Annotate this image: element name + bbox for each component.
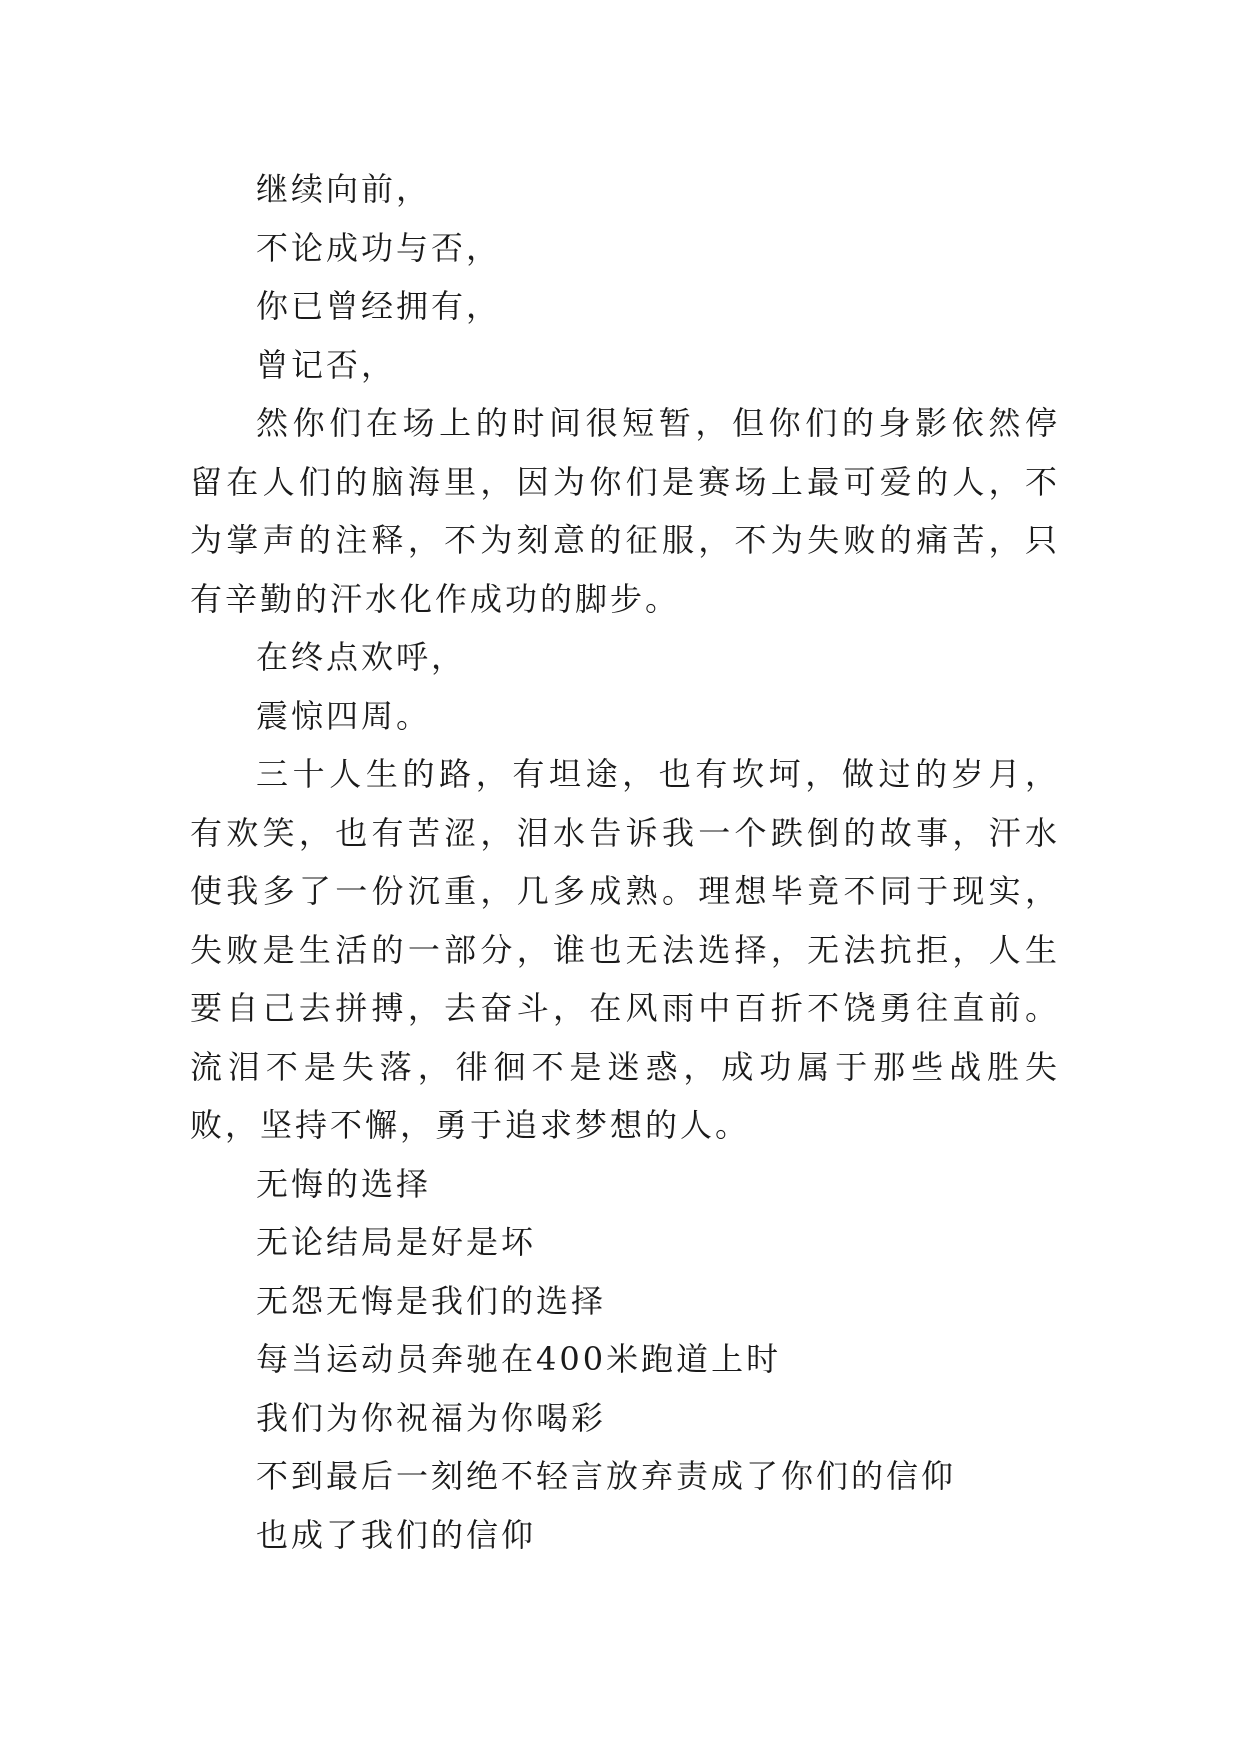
paragraph: 不论成功与否， — [256, 228, 502, 267]
paragraph: 继续向前， — [256, 170, 432, 208]
paragraph: 无悔的选择 — [256, 1164, 432, 1203]
paragraph: 曾记否， — [256, 345, 397, 384]
paragraph: 我们为你祝福为你喝彩 — [256, 1398, 607, 1437]
document-body — [190, 160, 1060, 1564]
paragraph: 震惊四周。 — [256, 696, 432, 735]
paragraph: 在终点欢呼， — [256, 638, 467, 676]
paragraph: 也成了我们的信仰 — [256, 1515, 537, 1554]
paragraph: 无论结局是好是坏 — [256, 1223, 537, 1261]
paragraph: 不到最后一刻绝不轻言放弃责成了你们的信仰 — [256, 1457, 957, 1495]
paragraph: 然你们在场上的时间很短暂，但你们的身影依然停留在人们的脑海里，因为你们是赛场上最可爱的人，不为掌声的注释，不为刻意的征服，不为失败的痛苦，只有辛勤的汗水化作成功的脚步。 — [190, 404, 1060, 618]
paragraph: 每当运动员奔驰在400米跑道上时 — [256, 1340, 782, 1378]
paragraph: 三十人生的路，有坦途，也有坎坷，做过的岁月，有欢笑，也有苦涩，泪水告诉我一个跌倒的故事，汗水使我多了一份沉重，几多成熟。理想毕竟不同于现实，失败是生活的一部分，谁也无法选择，无法抗拒，人生要自己去拼搏，去奋斗，在风雨中百折不饶勇往直前。流泪不是失落，徘徊不是迷惑，成功属于那些战胜失败，坚持不懈，勇于追求梦想的人。 — [190, 755, 1060, 1144]
paragraph: 无怨无悔是我们的选择 — [256, 1281, 607, 1320]
paragraph: 你已曾经拥有， — [256, 287, 502, 325]
